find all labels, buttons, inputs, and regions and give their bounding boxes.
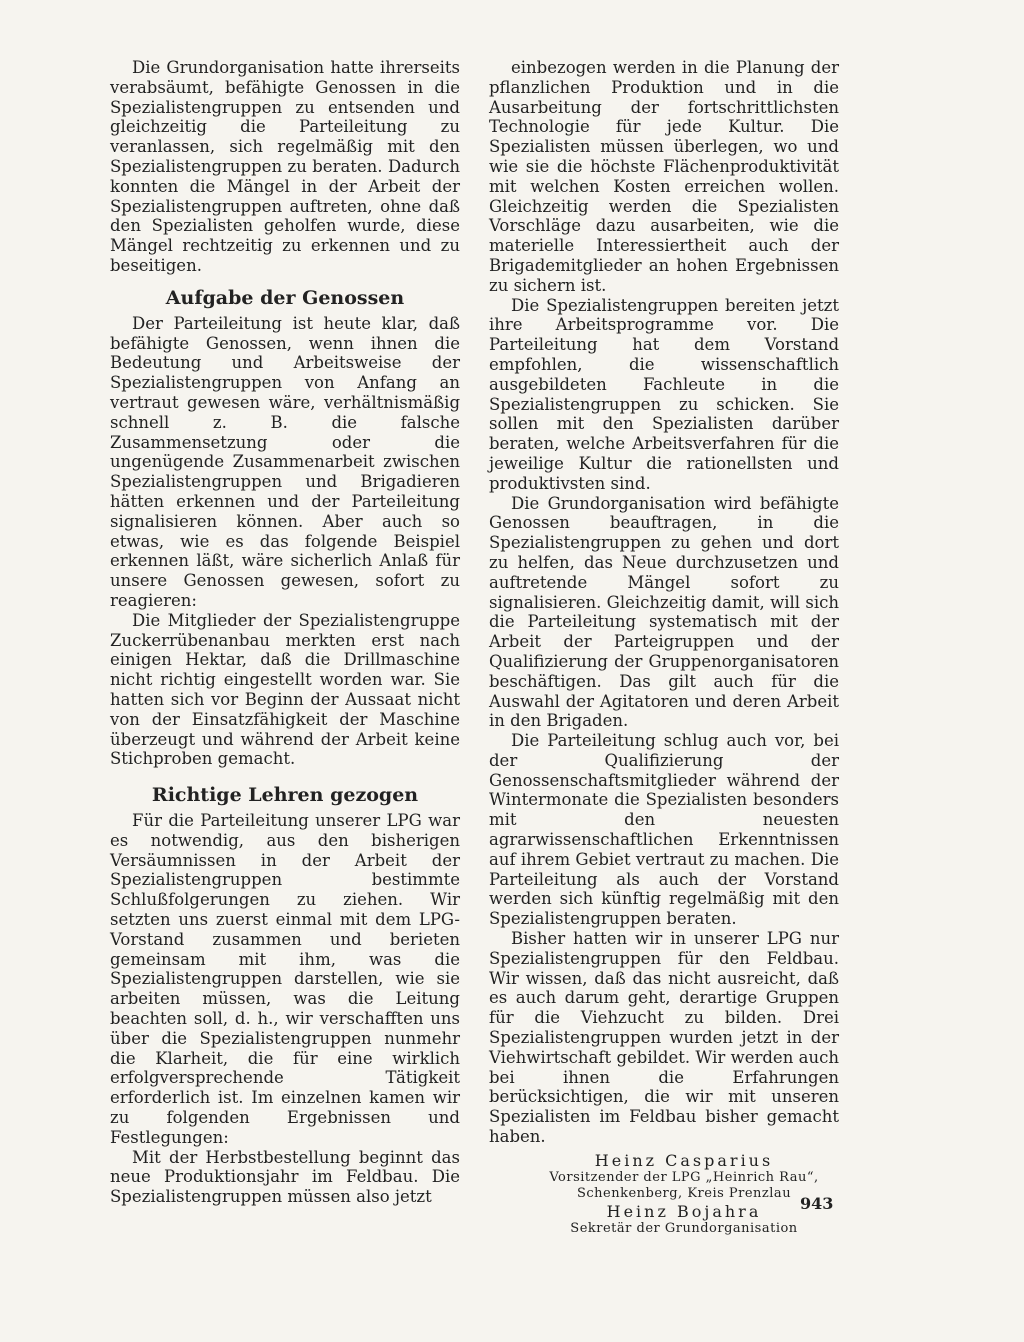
paragraph: Für die Parteileitung unserer LPG war es notwendig, aus den bisherigen Versäumnissen in der Arbeit der Spezialistengruppen bestimmte Schlußfolgerungen zu ziehen. Wir setzten uns zuerst einmal mit dem LPG-Vorstand zusammen und berieten gemeinsam mit ihm, was die Spezialistengruppen darstellen, wie sie arbeiten müssen, was die Leitung beachten soll, d. h., wir verschafften uns über die Spezialistengruppen nunmehr die Klarheit, die für eine wirklich erfolgversprechende Tätigkeit erforderlich ist. Im einzelnen kamen wir zu folgenden Ergebnissen und Festlegungen: bbox=[110, 811, 460, 1147]
paragraph: Die Spezialistengruppen bereiten jetzt ihre Arbeitsprogramme vor. Die Parteileitung hat dem Vorstand empfohlen, die wissenschaftlich ausgebildeten Fachleute in die Spezialistengruppen zu schicken. Sie sollen mit den Spezialisten darüber beraten, welche Arbeitsverfahren für die jeweilige Kultur die rationellsten und produktivsten sind. bbox=[489, 295, 839, 493]
paragraph: Bisher hatten wir in unserer LPG nur Spezialistengruppen für den Feldbau. Wir wissen, daß das nicht ausreicht, daß es auch darum geht, derartige Gruppen für die Viehzucht zu bilden. Drei Spezialistengruppen wurden jetzt in der Viehwirtschaft gebildet. Wir werden auch bei ihnen die Erfahrungen berücksichtigen, die wir mit unseren Spezialisten im Feldbau bisher gemacht haben. bbox=[489, 929, 839, 1147]
author-name: Heinz Casparius bbox=[594, 1150, 774, 1170]
author-role: Sekretär der Grundorganisation bbox=[570, 1220, 798, 1236]
signature-block bbox=[489, 1151, 839, 1237]
section-heading: Richtige Lehren gezogen bbox=[151, 784, 419, 807]
author-name: Heinz Bojahra bbox=[606, 1201, 762, 1221]
paragraph: Mit der Herbstbestellung beginnt das neue Produktionsjahr im Feldbau. Die Spezialistengruppen müssen also jetzt bbox=[110, 1147, 460, 1207]
paragraph: Die Mitglieder der Spezialistengruppe Zuckerrübenanbau merkten erst nach einigen Hektar, daß die Drillmaschine nicht richtig eingestellt worden war. Sie hatten sich vor Beginn der Aussaat nicht von der Einsatzfähigkeit der Maschine überzeugt und während der Arbeit keine Stichproben gemacht. bbox=[110, 610, 460, 769]
author-role: Vorsitzender der LPG „Heinrich Rau“, bbox=[549, 1169, 819, 1185]
left-column bbox=[110, 58, 460, 1207]
page-number: 943 bbox=[800, 1194, 834, 1213]
section-heading: Aufgabe der Genossen bbox=[165, 286, 405, 309]
author-location: Schenkenberg, Kreis Prenzlau bbox=[576, 1185, 792, 1201]
paragraph: Der Parteileitung ist heute klar, daß befähigte Genossen, wenn ihnen die Bedeutung und Arbeitsweise der Spezialistengruppen von Anfang an vertraut gewesen wäre, verhältnismäßig schnell z. B. die falsche Zusammensetzung oder die ungenügende Zusammenarbeit zwischen Spezialistengruppen und Brigadieren hätten erkennen und der Parteileitung signalisieren können. Aber auch so etwas, wie es das folgende Beispiel erkennen läßt, wäre sicherlich Anlaß für unsere Genossen gewesen, sofort zu reagieren: bbox=[110, 313, 460, 610]
paragraph: Die Parteileitung schlug auch vor, bei der Qualifizierung der Genossenschaftsmitglieder während der Wintermonate die Spezialisten besonders mit den neuesten agrarwissenschaftlichen Erkenntnissen auf ihrem Gebiet vertraut zu machen. Die Parteileitung als auch der Vorstand werden sich künftig regelmäßig mit den Spezialistengruppen beraten. bbox=[489, 731, 839, 929]
paragraph: einbezogen werden in die Planung der pflanzlichen Produktion und in die Ausarbeitung der fortschrittlichsten Technologie für jede Kultur. Die Spezialisten müssen überlegen, wo und wie sie die höchste Flächenproduktivität mit welchen Kosten erreichen wollen. Gleichzeitig werden die Spezialisten Vorschläge dazu ausarbeiten, wie die materielle Interessiertheit auch der Brigademitglieder an hohen Ergebnissen zu sichern ist. bbox=[489, 58, 839, 295]
paragraph: Die Grundorganisation hatte ihrerseits verabsäumt, befähigte Genossen in die Spezialistengruppen zu entsenden und gleichzeitig die Parteileitung zu veranlassen, sich regelmäßig mit den Spezialistengruppen zu beraten. Dadurch konnten die Mängel in der Arbeit der Spezialistengruppen auftreten, ohne daß den Spezialisten geholfen wurde, diese Mängel rechtzeitig zu erkennen und zu beseitigen. bbox=[110, 58, 460, 275]
paragraph: Die Grundorganisation wird befähigte Genossen beauftragen, in die Spezialistengruppen zu gehen und dort zu helfen, das Neue durchzusetzen und auftretende Mängel sofort zu signalisieren. Gleichzeitig damit, will sich die Parteileitung systematisch mit der Arbeit der Parteigruppen und der Qualifizierung der Gruppenorganisatoren beschäftigen. Das gilt auch für die Auswahl der Agitatoren und deren Arbeit in den Brigaden. bbox=[489, 493, 839, 731]
right-column bbox=[489, 58, 839, 1237]
